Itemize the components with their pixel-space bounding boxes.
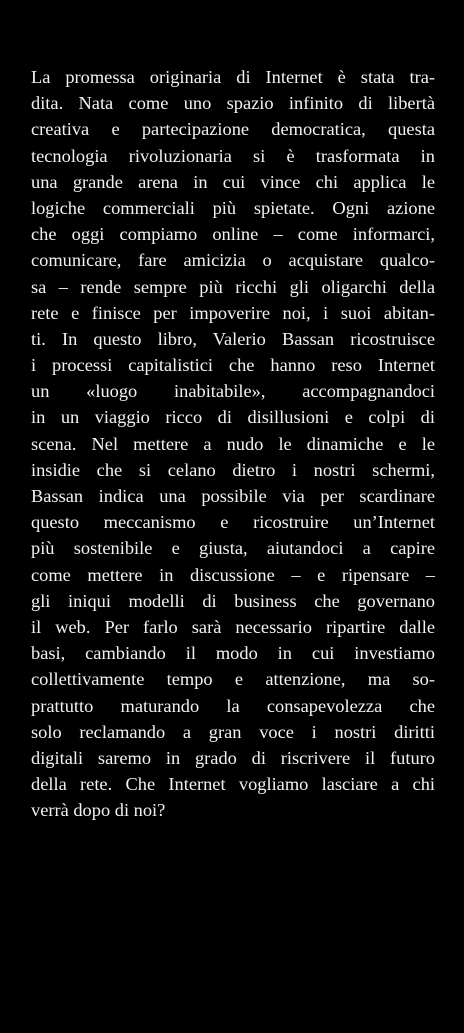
blurb-line: verrà dopo di noi?	[31, 800, 166, 821]
blurb-line: che oggi compiamo online – come informarci,	[31, 224, 435, 245]
blurb-line: della rete. Che Internet vogliamo lasciare a chi	[31, 774, 435, 795]
blurb-line: il web. Per farlo sarà necessario ripartire dalle	[31, 616, 435, 637]
blurb-line: digitali saremo in grado di riscrivere il futuro	[31, 747, 435, 768]
blurb-line: sa – rende sempre più ricchi gli oligarchi della	[31, 276, 435, 297]
blurb-line: i processi capitalistici che hanno reso Internet	[31, 355, 435, 376]
blurb-line: prattutto maturando la consapevolezza che	[31, 695, 435, 716]
blurb-line: gli iniqui modelli di business che governano	[31, 590, 435, 611]
blurb-line: questo meccanismo e ricostruire un’Internet	[31, 512, 435, 533]
blurb-line: basi, cambiando il modo in cui investiamo	[31, 643, 435, 664]
blurb-line: collettivamente tempo e attenzione, ma so-	[31, 669, 435, 690]
blurb-line: in un viaggio ricco di disillusioni e colpi di	[31, 407, 435, 428]
blurb-line: come mettere in discussione – e ripensare –	[31, 564, 435, 585]
blurb-line: rete e finisce per impoverire noi, i suoi abitan-	[31, 302, 435, 323]
blurb-line: Bassan indica una possibile via per scardinare	[31, 486, 435, 506]
blurb-line: un «luogo inabitabile», accompagnandoci	[31, 381, 435, 402]
blurb-line: più sostenibile e giusta, aiutandoci a capire	[31, 538, 435, 559]
blurb-line: solo reclamando a gran voce i nostri diritti	[31, 721, 435, 742]
blurb-line: creativa e partecipazione democratica, questa	[31, 119, 435, 140]
blurb-line: scena. Nel mettere a nudo le dinamiche e le	[31, 433, 435, 454]
blurb-line: dita. Nata come uno spazio infinito di libertà	[31, 93, 435, 114]
blurb-line: insidie che si celano dietro i nostri schermi,	[31, 459, 435, 480]
blurb-line: La promessa originaria di Internet è stata tra-	[31, 67, 435, 87]
blurb-line: tecnologia rivoluzionaria si è trasformata in	[31, 145, 435, 166]
blurb-paragraph	[31, 64, 435, 823]
blurb-line: logiche commerciali più spietate. Ogni azione	[31, 197, 435, 218]
blurb-line: comunicare, fare amicizia o acquistare qualco-	[31, 250, 435, 271]
blurb-line: una grande arena in cui vince chi applica le	[31, 171, 435, 192]
blurb-line: ti. In questo libro, Valerio Bassan ricostruisce	[31, 328, 435, 349]
